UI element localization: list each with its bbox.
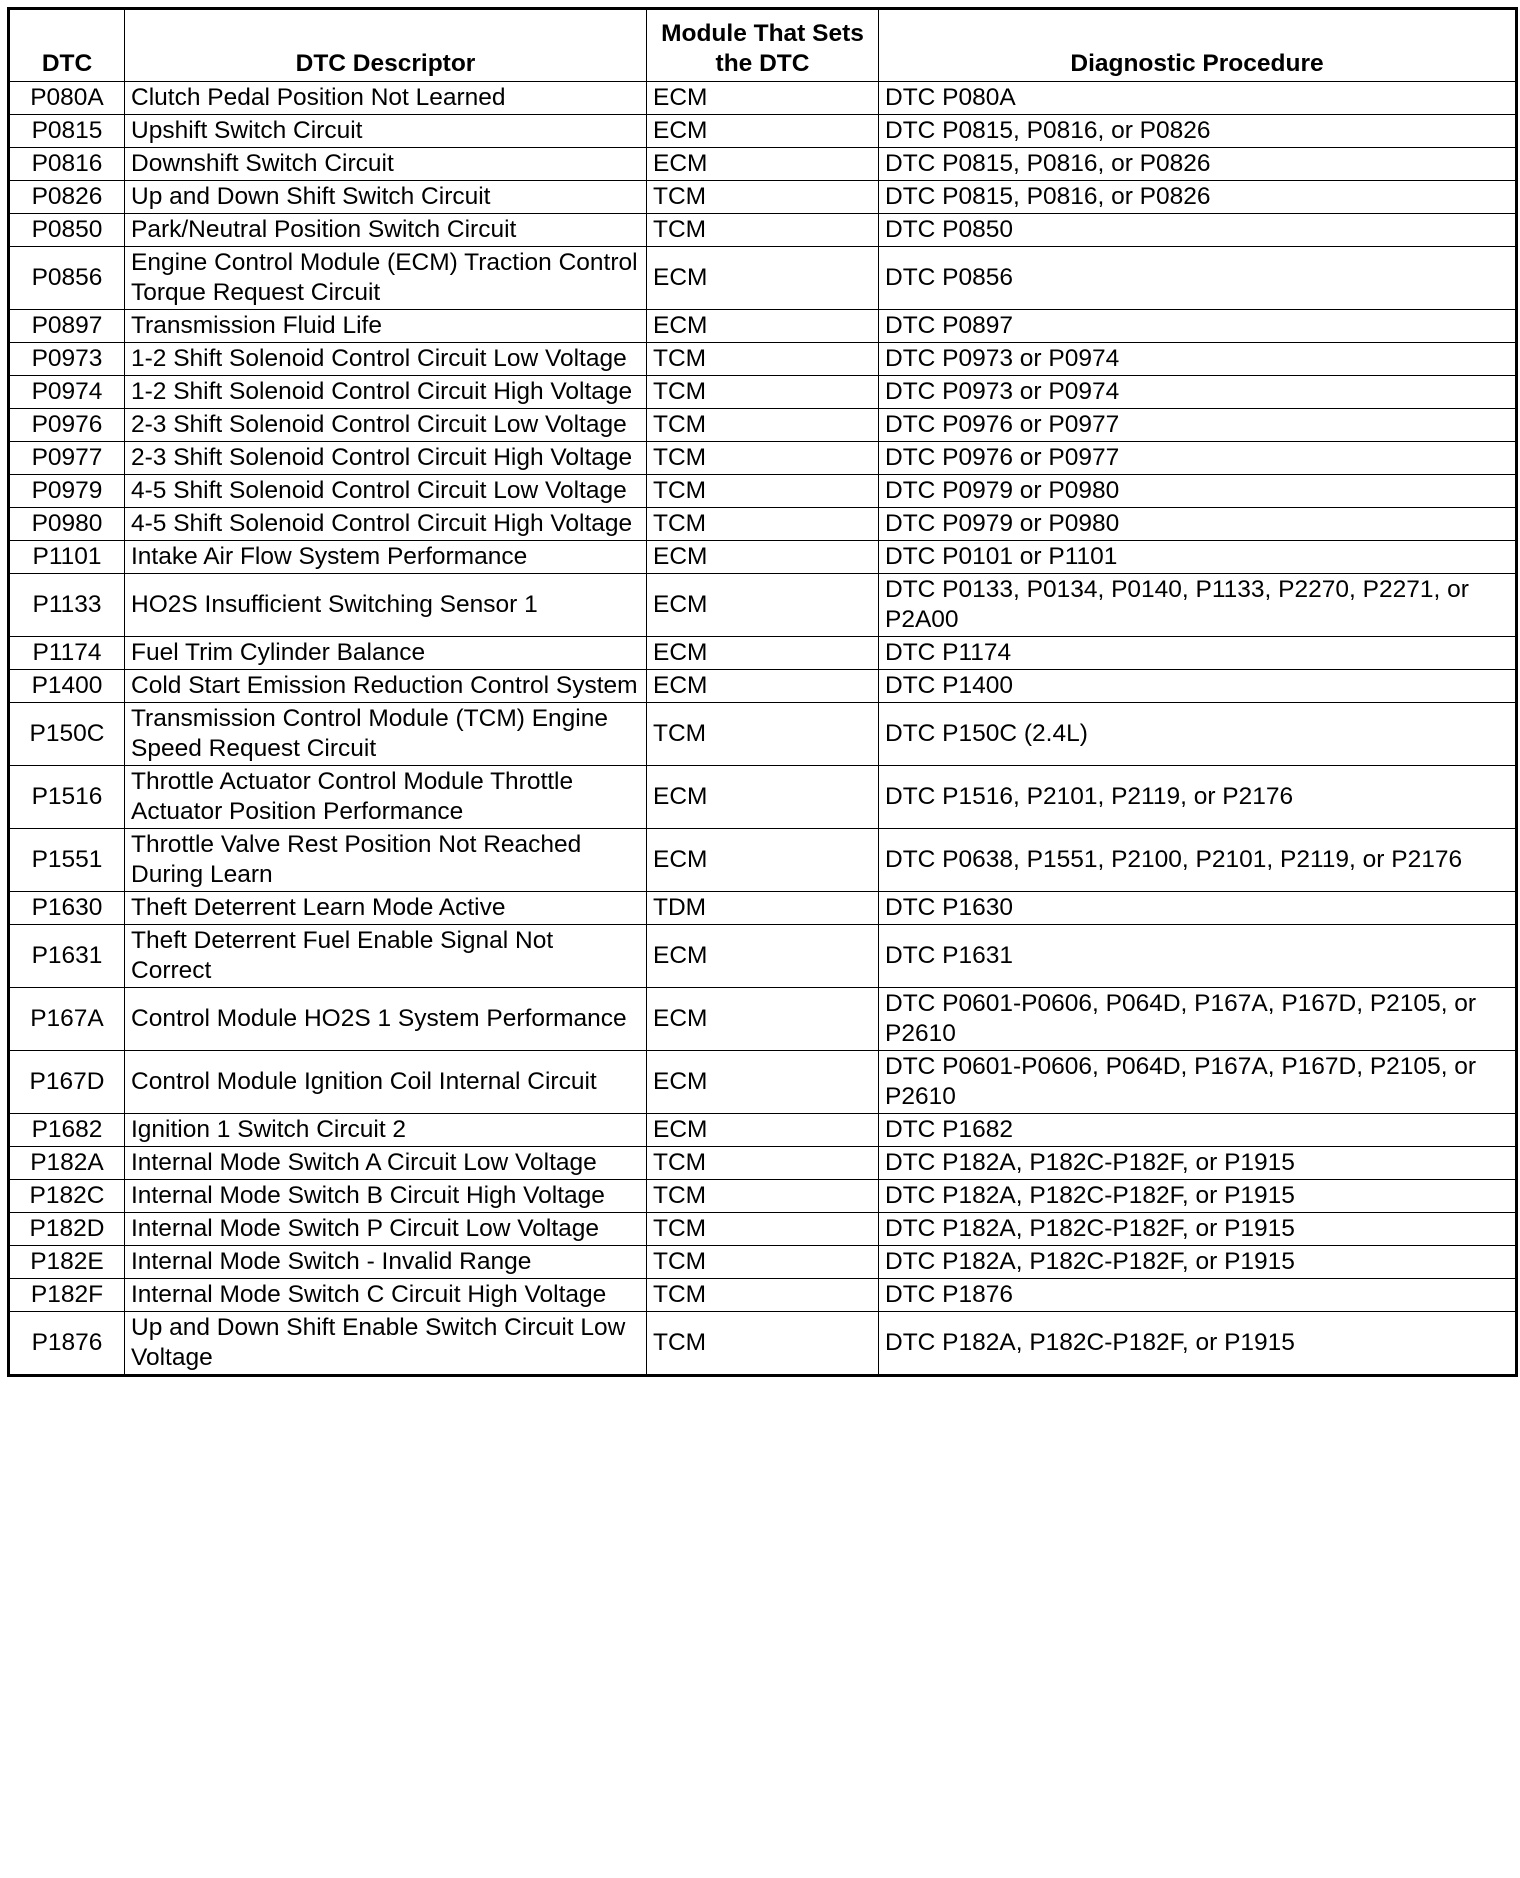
module-cell: ECM (647, 1051, 879, 1114)
dtc-code-cell: P0850 (9, 214, 125, 247)
module-cell: TDM (647, 892, 879, 925)
dtc-descriptor-cell: Up and Down Shift Enable Switch Circuit Low Voltage (125, 1312, 647, 1376)
dtc-descriptor-cell: 1-2 Shift Solenoid Control Circuit High Voltage (125, 376, 647, 409)
module-cell: TCM (647, 1279, 879, 1312)
dtc-descriptor-cell: Theft Deterrent Fuel Enable Signal Not Correct (125, 925, 647, 988)
diagnostic-procedure-cell: DTC P0101 or P1101 (879, 541, 1517, 574)
table-row (9, 703, 1517, 766)
dtc-descriptor-cell: Throttle Actuator Control Module Throttle Actuator Position Performance (125, 766, 647, 829)
module-cell: ECM (647, 247, 879, 310)
table-row (9, 925, 1517, 988)
dtc-code-cell: P1876 (9, 1312, 125, 1376)
module-cell: ECM (647, 1114, 879, 1147)
dtc-descriptor-cell: Control Module Ignition Coil Internal Circuit (125, 1051, 647, 1114)
dtc-code-cell: P0973 (9, 343, 125, 376)
table-row (9, 541, 1517, 574)
diagnostic-procedure-cell: DTC P1876 (879, 1279, 1517, 1312)
dtc-code-cell: P167D (9, 1051, 125, 1114)
dtc-code-cell: P1400 (9, 670, 125, 703)
dtc-code-cell: P1631 (9, 925, 125, 988)
table-row (9, 376, 1517, 409)
module-cell: ECM (647, 925, 879, 988)
table-row (9, 115, 1517, 148)
dtc-code-cell: P0976 (9, 409, 125, 442)
table-body (9, 82, 1517, 1376)
dtc-descriptor-cell: Internal Mode Switch A Circuit Low Voltage (125, 1147, 647, 1180)
dtc-table (7, 7, 1518, 1377)
dtc-code-cell: P0897 (9, 310, 125, 343)
dtc-code-cell: P150C (9, 703, 125, 766)
header-dtc: DTC (9, 9, 125, 82)
diagnostic-procedure-cell: DTC P1174 (879, 637, 1517, 670)
table-row (9, 1051, 1517, 1114)
table-row (9, 247, 1517, 310)
dtc-descriptor-cell: Fuel Trim Cylinder Balance (125, 637, 647, 670)
module-cell: TCM (647, 1147, 879, 1180)
table-row (9, 988, 1517, 1051)
dtc-code-cell: P182E (9, 1246, 125, 1279)
table-row (9, 1213, 1517, 1246)
dtc-code-cell: P0816 (9, 148, 125, 181)
dtc-descriptor-cell: Control Module HO2S 1 System Performance (125, 988, 647, 1051)
dtc-code-cell: P080A (9, 82, 125, 115)
dtc-descriptor-cell: 4-5 Shift Solenoid Control Circuit Low Voltage (125, 475, 647, 508)
module-cell: ECM (647, 148, 879, 181)
dtc-code-cell: P0826 (9, 181, 125, 214)
module-cell: TCM (647, 1213, 879, 1246)
header-row (9, 9, 1517, 82)
dtc-descriptor-cell: Up and Down Shift Switch Circuit (125, 181, 647, 214)
diagnostic-procedure-cell: DTC P182A, P182C-P182F, or P1915 (879, 1213, 1517, 1246)
table-row (9, 442, 1517, 475)
dtc-code-cell: P0856 (9, 247, 125, 310)
table-row (9, 1180, 1517, 1213)
table-row (9, 181, 1517, 214)
diagnostic-procedure-cell: DTC P1516, P2101, P2119, or P2176 (879, 766, 1517, 829)
dtc-code-cell: P0974 (9, 376, 125, 409)
module-cell: ECM (647, 541, 879, 574)
module-cell: TCM (647, 343, 879, 376)
diagnostic-procedure-cell: DTC P0815, P0816, or P0826 (879, 148, 1517, 181)
module-cell: TCM (647, 1246, 879, 1279)
dtc-code-cell: P0977 (9, 442, 125, 475)
diagnostic-procedure-cell: DTC P182A, P182C-P182F, or P1915 (879, 1312, 1517, 1376)
dtc-descriptor-cell: Throttle Valve Rest Position Not Reached During Learn (125, 829, 647, 892)
module-cell: ECM (647, 670, 879, 703)
dtc-descriptor-cell: Park/Neutral Position Switch Circuit (125, 214, 647, 247)
dtc-descriptor-cell: Downshift Switch Circuit (125, 148, 647, 181)
dtc-descriptor-cell: Clutch Pedal Position Not Learned (125, 82, 647, 115)
dtc-code-cell: P167A (9, 988, 125, 1051)
diagnostic-procedure-cell: DTC P0976 or P0977 (879, 442, 1517, 475)
diagnostic-procedure-cell: DTC P0856 (879, 247, 1517, 310)
table-row (9, 829, 1517, 892)
dtc-code-cell: P1516 (9, 766, 125, 829)
diagnostic-procedure-cell: DTC P182A, P182C-P182F, or P1915 (879, 1180, 1517, 1213)
dtc-descriptor-cell: Upshift Switch Circuit (125, 115, 647, 148)
dtc-descriptor-cell: Internal Mode Switch C Circuit High Voltage (125, 1279, 647, 1312)
module-cell: ECM (647, 82, 879, 115)
diagnostic-procedure-cell: DTC P0601-P0606, P064D, P167A, P167D, P2105, or P2610 (879, 1051, 1517, 1114)
header-procedure: Diagnostic Procedure (879, 9, 1517, 82)
table-row (9, 1312, 1517, 1376)
dtc-descriptor-cell: Transmission Fluid Life (125, 310, 647, 343)
module-cell: TCM (647, 376, 879, 409)
dtc-descriptor-cell: 2-3 Shift Solenoid Control Circuit Low Voltage (125, 409, 647, 442)
dtc-descriptor-cell: Intake Air Flow System Performance (125, 541, 647, 574)
dtc-descriptor-cell: 2-3 Shift Solenoid Control Circuit High Voltage (125, 442, 647, 475)
module-cell: ECM (647, 637, 879, 670)
dtc-code-cell: P1133 (9, 574, 125, 637)
table-row (9, 1114, 1517, 1147)
dtc-descriptor-cell: 1-2 Shift Solenoid Control Circuit Low Voltage (125, 343, 647, 376)
diagnostic-procedure-cell: DTC P0979 or P0980 (879, 508, 1517, 541)
diagnostic-procedure-cell: DTC P0601-P0606, P064D, P167A, P167D, P2105, or P2610 (879, 988, 1517, 1051)
diagnostic-procedure-cell: DTC P1400 (879, 670, 1517, 703)
diagnostic-procedure-cell: DTC P0815, P0816, or P0826 (879, 181, 1517, 214)
module-cell: ECM (647, 766, 879, 829)
table-row (9, 508, 1517, 541)
table-row (9, 574, 1517, 637)
table-row (9, 1246, 1517, 1279)
diagnostic-procedure-cell: DTC P1682 (879, 1114, 1517, 1147)
diagnostic-procedure-cell: DTC P150C (2.4L) (879, 703, 1517, 766)
diagnostic-procedure-cell: DTC P1631 (879, 925, 1517, 988)
table-row (9, 637, 1517, 670)
dtc-descriptor-cell: Cold Start Emission Reduction Control System (125, 670, 647, 703)
module-cell: TCM (647, 703, 879, 766)
diagnostic-procedure-cell: DTC P0897 (879, 310, 1517, 343)
dtc-descriptor-cell: HO2S Insufficient Switching Sensor 1 (125, 574, 647, 637)
dtc-code-cell: P1551 (9, 829, 125, 892)
dtc-descriptor-cell: Transmission Control Module (TCM) Engine Speed Request Circuit (125, 703, 647, 766)
dtc-descriptor-cell: Internal Mode Switch P Circuit Low Voltage (125, 1213, 647, 1246)
diagnostic-procedure-cell: DTC P0979 or P0980 (879, 475, 1517, 508)
table-row (9, 310, 1517, 343)
module-cell: TCM (647, 214, 879, 247)
diagnostic-procedure-cell: DTC P080A (879, 82, 1517, 115)
module-cell: ECM (647, 115, 879, 148)
table-row (9, 214, 1517, 247)
diagnostic-procedure-cell: DTC P0850 (879, 214, 1517, 247)
dtc-code-cell: P0979 (9, 475, 125, 508)
module-cell: TCM (647, 475, 879, 508)
table-row (9, 892, 1517, 925)
dtc-code-cell: P0815 (9, 115, 125, 148)
diagnostic-procedure-cell: DTC P0815, P0816, or P0826 (879, 115, 1517, 148)
diagnostic-procedure-cell: DTC P0976 or P0977 (879, 409, 1517, 442)
diagnostic-procedure-cell: DTC P0133, P0134, P0140, P1133, P2270, P2271, or P2A00 (879, 574, 1517, 637)
table-row (9, 1279, 1517, 1312)
diagnostic-procedure-cell: DTC P0973 or P0974 (879, 376, 1517, 409)
dtc-descriptor-cell: Engine Control Module (ECM) Traction Control Torque Request Circuit (125, 247, 647, 310)
table-row (9, 670, 1517, 703)
dtc-code-cell: P1630 (9, 892, 125, 925)
dtc-code-cell: P182D (9, 1213, 125, 1246)
dtc-code-cell: P182F (9, 1279, 125, 1312)
module-cell: TCM (647, 442, 879, 475)
module-cell: ECM (647, 310, 879, 343)
table-row (9, 475, 1517, 508)
module-cell: ECM (647, 574, 879, 637)
table-row (9, 148, 1517, 181)
diagnostic-procedure-cell: DTC P1630 (879, 892, 1517, 925)
module-cell: ECM (647, 988, 879, 1051)
dtc-table-container (7, 7, 1518, 1377)
module-cell: TCM (647, 508, 879, 541)
dtc-descriptor-cell: 4-5 Shift Solenoid Control Circuit High Voltage (125, 508, 647, 541)
diagnostic-procedure-cell: DTC P0638, P1551, P2100, P2101, P2119, or P2176 (879, 829, 1517, 892)
dtc-descriptor-cell: Internal Mode Switch B Circuit High Voltage (125, 1180, 647, 1213)
diagnostic-procedure-cell: DTC P0973 or P0974 (879, 343, 1517, 376)
dtc-descriptor-cell: Internal Mode Switch - Invalid Range (125, 1246, 647, 1279)
dtc-code-cell: P182C (9, 1180, 125, 1213)
header-module: Module That Sets the DTC (647, 9, 879, 82)
dtc-code-cell: P1101 (9, 541, 125, 574)
dtc-code-cell: P0980 (9, 508, 125, 541)
module-cell: TCM (647, 409, 879, 442)
table-row (9, 82, 1517, 115)
module-cell: ECM (647, 829, 879, 892)
dtc-code-cell: P1174 (9, 637, 125, 670)
dtc-code-cell: P182A (9, 1147, 125, 1180)
table-row (9, 766, 1517, 829)
module-cell: TCM (647, 1312, 879, 1376)
dtc-descriptor-cell: Ignition 1 Switch Circuit 2 (125, 1114, 647, 1147)
diagnostic-procedure-cell: DTC P182A, P182C-P182F, or P1915 (879, 1147, 1517, 1180)
header-descriptor: DTC Descriptor (125, 9, 647, 82)
dtc-descriptor-cell: Theft Deterrent Learn Mode Active (125, 892, 647, 925)
module-cell: TCM (647, 1180, 879, 1213)
table-row (9, 409, 1517, 442)
table-row (9, 1147, 1517, 1180)
dtc-code-cell: P1682 (9, 1114, 125, 1147)
table-row (9, 343, 1517, 376)
module-cell: TCM (647, 181, 879, 214)
diagnostic-procedure-cell: DTC P182A, P182C-P182F, or P1915 (879, 1246, 1517, 1279)
